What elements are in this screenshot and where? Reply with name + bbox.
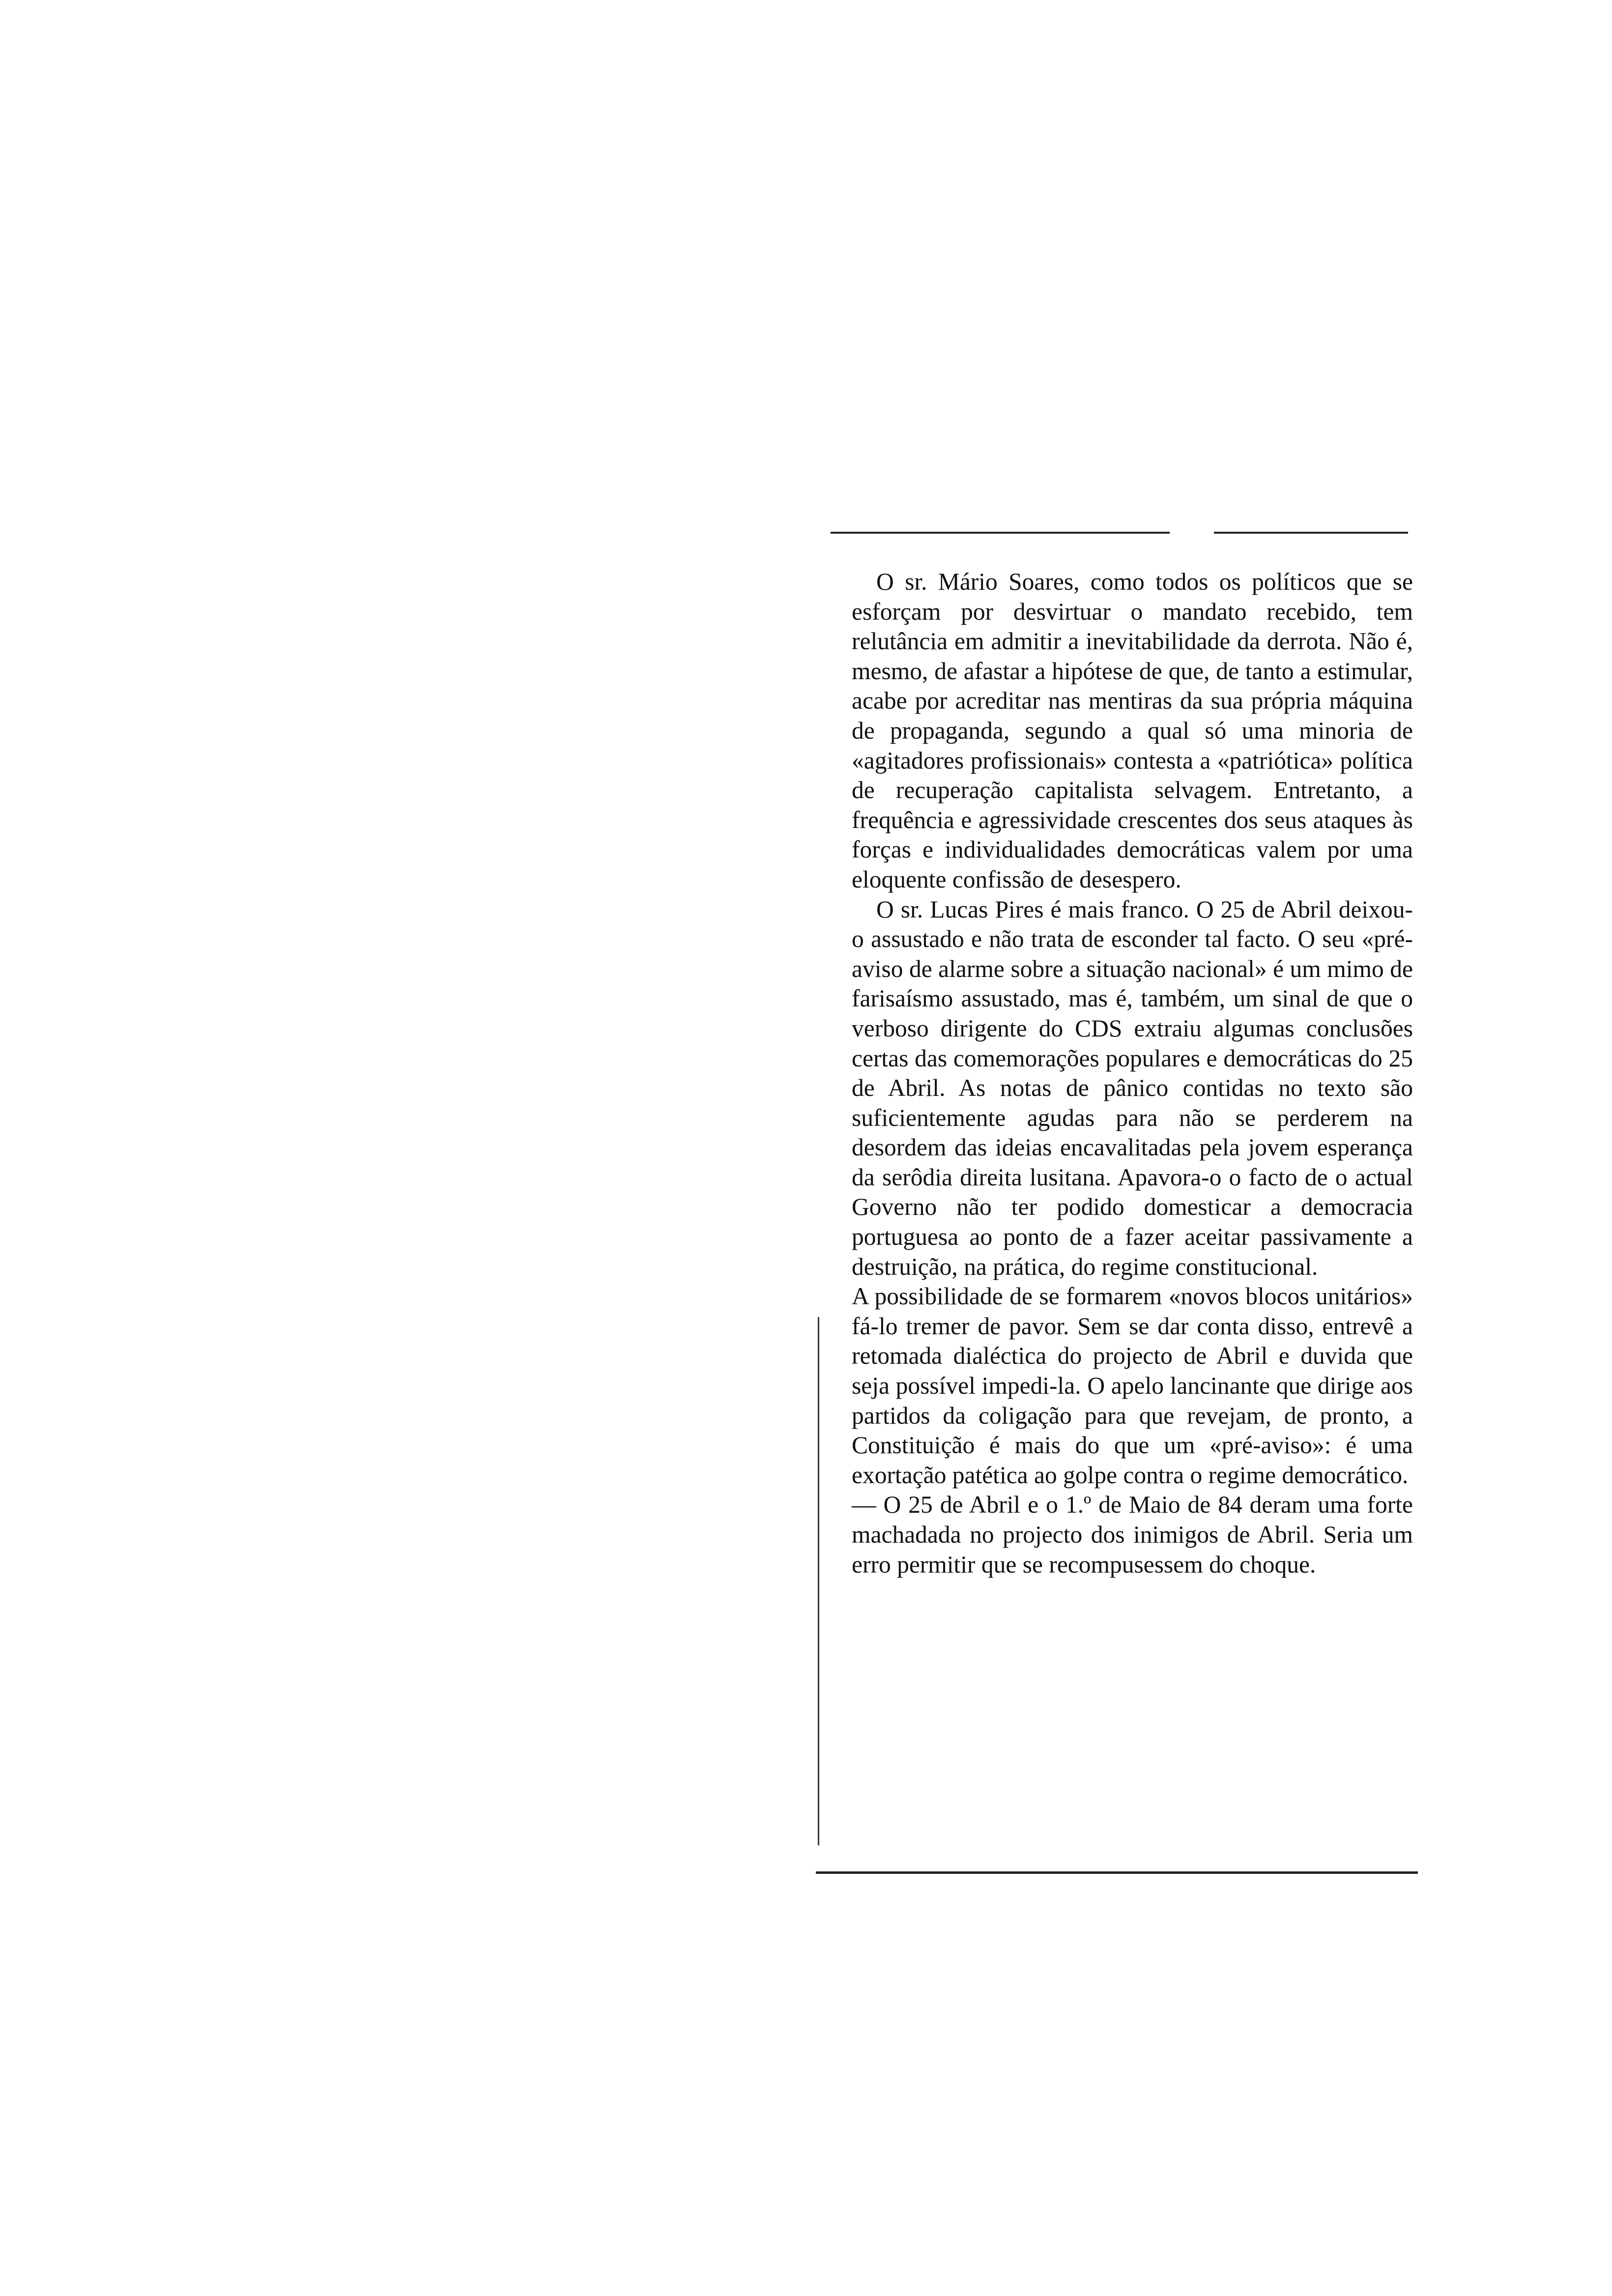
top-rule-right <box>1214 532 1408 534</box>
article-column <box>852 567 1413 1579</box>
article-paragraph: O sr. Mário Soares, como todos os políticos que se esforçam por desvirtuar o mandato recebido, tem relutância em admitir a inevitabilidade da derrota. Não é, mesmo, de afastar a hipótese de que, de tanto a estimular, acabe por acreditar nas mentiras da sua própria máquina de propaganda, segundo a qual só uma minoria de «agitadores profissionais» contesta a «patriótica» política de recuperação capitalista selvagem. Entretanto, a frequência e agressividade crescentes dos seus ataques às forças e individualidades democráticas valem por uma eloquente confissão de desespero. <box>852 568 1413 893</box>
article-paragraph: — O 25 de Abril e o 1.º de Maio de 84 deram uma forte machadada no projecto dos inimigos de Abril. Seria um erro permitir que se recompusessem do choque. <box>852 1491 1413 1578</box>
article-paragraph: A possibilidade de se formarem «novos blocos unitários» fá-lo tremer de pavor. Sem se dar conta disso, entrevê a retomada dialéctica do projecto de Abril e duvida que seja possível impedi-la. O apelo lancinante que dirige aos partidos da coligação para que revejam, de pronto, a Constituição é mais do que um «pré-aviso»: é uma exortação patética ao golpe contra o regime democrático. <box>852 1283 1413 1489</box>
article-paragraph: O sr. Lucas Pires é mais franco. O 25 de Abril deixou-o assustado e não trata de esconder tal facto. O seu «pré-aviso de alarme sobre a situação nacional» é um mimo de farisaísmo assustado, mas é, também, um sinal de que o verboso dirigente do CDS extraiu algumas conclusões certas das comemorações populares e democráticas do 25 de Abril. As notas de pânico contidas no texto são suficientemente agudas para não se perderem na desordem das ideias encavalitadas pela jovem esperança da serôdia direita lusitana. Apavora-o o facto de o actual Governo não ter podido domesticar a democracia portuguesa ao ponto de a fazer aceitar passivamente a destruição, na prática, do regime constitucional. <box>852 895 1413 1280</box>
bottom-rule <box>816 1871 1418 1874</box>
margin-mark-line <box>818 1317 819 1845</box>
top-rule-left <box>831 532 1170 534</box>
